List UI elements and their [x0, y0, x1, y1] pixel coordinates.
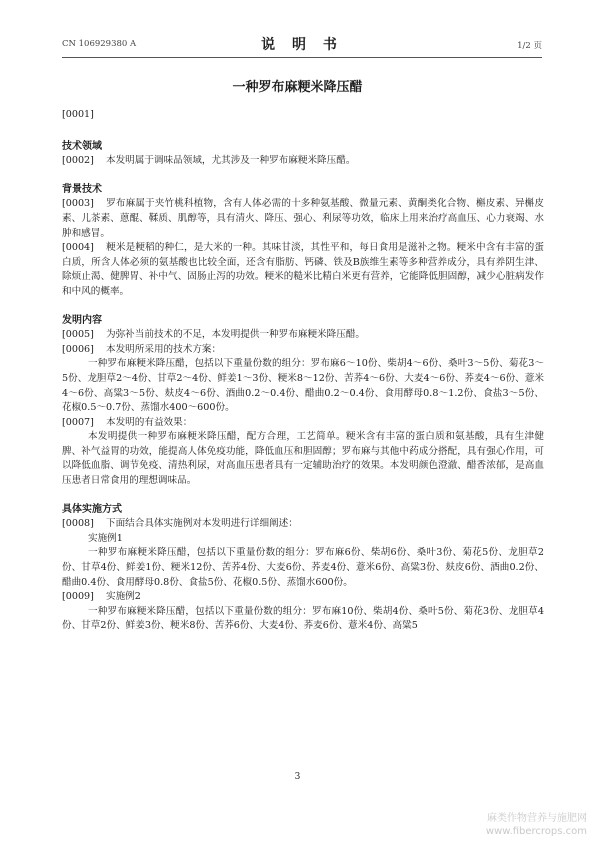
paragraph-number: [0006] — [62, 343, 94, 355]
section-heading-embodiments: 具体实施方式 — [62, 503, 122, 515]
paragraph-0002 — [62, 154, 544, 169]
technical-scheme-text: 一种罗布麻粳米降压醋，包括以下重量份数的组分：罗布麻6～10份、柴胡4～6份、桑叶3～5份、菊花3～5份、龙胆草2～4份、甘草2～4份、鲜姜1～3份、粳米8～12份、苦荞4～6份、大麦4～6份、荞麦4～6份、薏米4～6份、高粱3～5份、麸皮4～6份、酒曲0.2～0.4份、醋曲0.2～0.4份、食用酵母0.8～1.2份、食盐3～5份、花椒0.5～0.7份、蒸馏水400～600份。 — [62, 358, 544, 414]
paragraph-number: [0003] — [62, 198, 94, 210]
paragraph-text: 本发明所采用的技术方案： — [106, 343, 222, 355]
paragraph-0001 — [62, 108, 544, 123]
example-1-label: 实施例1 — [88, 532, 123, 544]
page-header — [62, 34, 542, 56]
paragraph-0003 — [62, 197, 544, 241]
document-body — [62, 108, 544, 634]
paragraph-0006 — [62, 343, 544, 358]
paragraph-number: [0007] — [62, 416, 94, 428]
watermark-line-2: www.fibercrops.com — [485, 826, 587, 837]
section-heading-invention: 发明内容 — [62, 314, 102, 326]
section-heading-tech-field: 技术领域 — [62, 140, 102, 152]
publication-number: CN 106929380 A — [62, 39, 137, 49]
paragraph-0009 — [62, 590, 544, 605]
example-2-label: 实施例2 — [106, 591, 141, 603]
paragraph-text: 罗布麻属于夹竹桃科植物，含有人体必需的十多种氨基酸、微量元素、黄酮类化合物、槲皮素、异槲皮素、儿茶素、蒽醌、鞣质、肌醇等，具有清火、降压、强心、利尿等功效，临床上用来治疗高血压、心力衰竭、水肿和感冒。 — [62, 198, 544, 239]
paragraph-0004 — [62, 241, 544, 299]
paragraph-text: 为弥补当前技术的不足，本发明提供一种罗布麻粳米降压醋。 — [106, 329, 366, 341]
document-title: 一种罗布麻粳米降压醋 — [232, 80, 363, 95]
section-heading-background: 背景技术 — [62, 183, 102, 195]
paragraph-text: 本发明属于调味品领域，尤其涉及一种罗布麻粳米降压醋。 — [106, 155, 356, 167]
paragraph-number: [0001] — [62, 109, 94, 120]
header-title: 说 明 书 — [261, 37, 343, 53]
example-1-text: 一种罗布麻粳米降压醋，包括以下重量份数的组分：罗布麻6份、柴胡6份、桑叶3份、菊花5份、龙胆草2份、甘草4份、鲜姜1份、粳米12份、苦荞4份、大麦6份、荞麦4份、薏米6份、高粱3份、麸皮6份、酒曲0.2份、醋曲0.4份、食用酵母0.8份、食盐5份、花椒0.5份、蒸馏水600份。 — [62, 547, 544, 588]
beneficial-effects-text: 本发明提供一种罗布麻粳米降压醋，配方合理，工艺简单。粳米含有丰富的蛋白质和氨基酸，具有生津健脾、补气益胃的功效，能提高人体免疫功能，降低血压和胆固醇；罗布麻与其他中药成分搭配，具有强心作用，可以降低血脂、调节免疫、清热利尿，对高血压患者具有一定辅助治疗的效果。本发明颜色澄澈、醋香浓郁，是高血压患者日常食用的理想调味品。 — [62, 431, 544, 487]
example-2-text: 一种罗布麻粳米降压醋，包括以下重量份数的组分：罗布麻10份、柴胡4份、桑叶5份、菊花3份、龙胆草4份、甘草2份、鲜姜3份、粳米8份、苦荞6份、大麦4份、荞麦6份、薏米4份、高粱5 — [62, 605, 544, 632]
header-page-indicator: 1/2 页 — [517, 41, 542, 51]
paragraph-text: 粳米是粳稻的种仁，是大米的一种。其味甘淡，其性平和，每日食用是滋补之物。粳米中含有丰富的蛋白质，所含人体必须的氨基酸也比较全面，还含有脂肪、钙磷、铁及B族维生素等多种营养成分，具有养阴生津、除烦止渴、健脾胃、补中气、固肠止泻的功效。粳米的糙米比精白米更有营养，它能降低胆固醇，减少心脏病发作和中风的概率。 — [62, 242, 544, 297]
paragraph-0008 — [62, 517, 544, 532]
paragraph-0005 — [62, 328, 544, 343]
paragraph-number: [0008] — [62, 518, 94, 530]
paragraph-number: [0004] — [62, 242, 94, 254]
paragraph-number: [0005] — [62, 329, 94, 341]
paragraph-number: [0009] — [62, 591, 94, 603]
page-number: 3 — [294, 772, 301, 782]
paragraph-number: [0002] — [62, 155, 94, 167]
paragraph-0007 — [62, 416, 544, 431]
paragraph-text: 下面结合具体实施例对本发明进行详细阐述： — [106, 518, 298, 530]
watermark — [417, 812, 587, 838]
paragraph-text: 本发明的有益效果： — [106, 416, 193, 428]
watermark-line-1: 麻类作物营养与施肥网 — [487, 813, 587, 824]
header-divider — [62, 57, 542, 58]
